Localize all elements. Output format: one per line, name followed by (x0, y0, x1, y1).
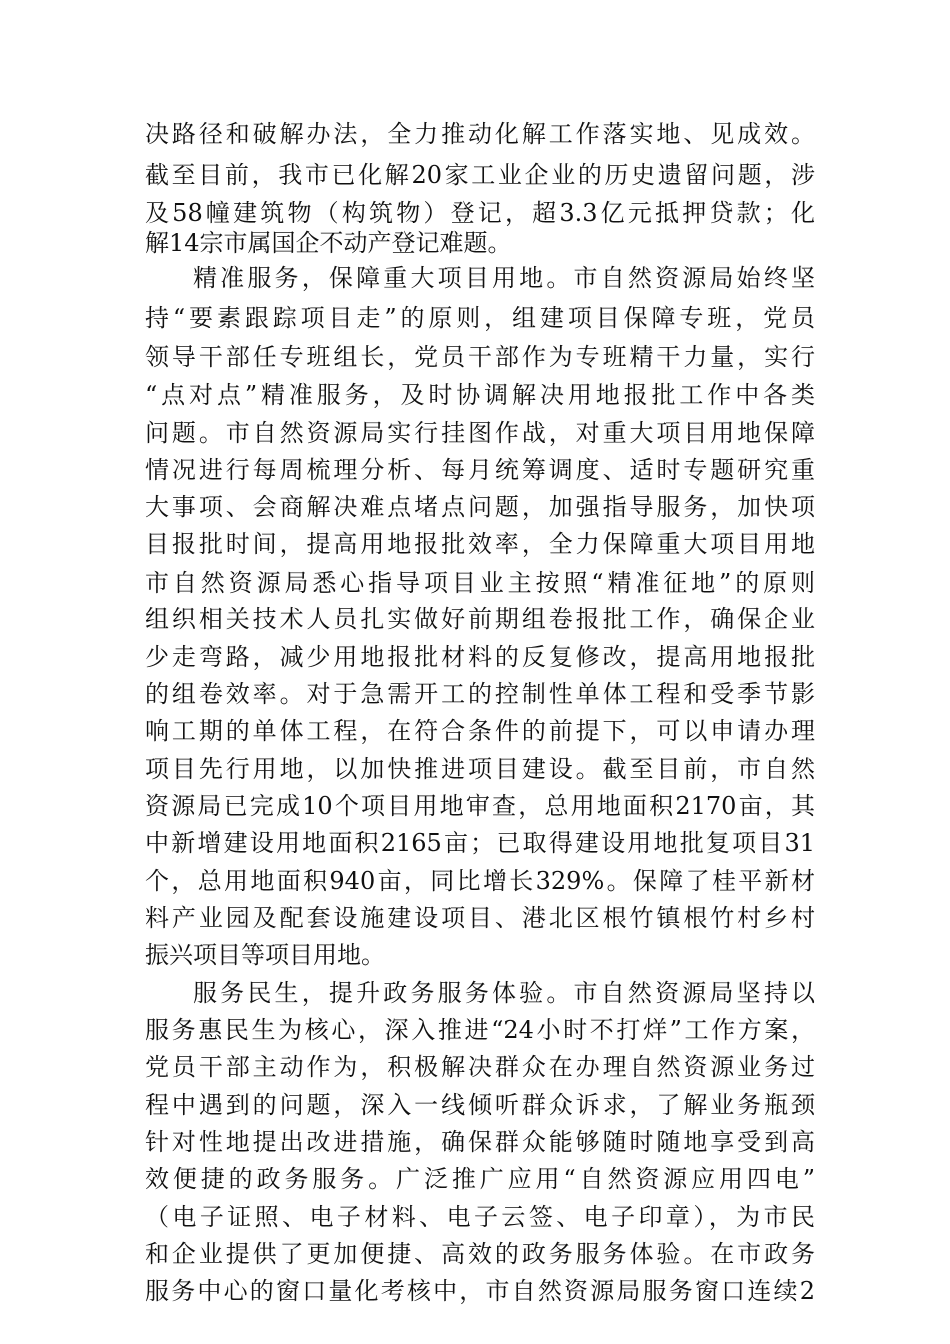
text-line: （电子证照、电子材料、电子云签、电子印章），为市民 (145, 1203, 815, 1231)
text-line: 项目先行用地，以加快推进项目建设。截至目前，市自然 (145, 755, 815, 783)
text-line: “点对点”精准服务，及时协调解决用地报批工作中各类 (145, 381, 815, 409)
text-line: 少走弯路，减少用地报批材料的反复修改，提高用地报批 (145, 643, 815, 671)
text-line: 资源局已完成10个项目用地审查，总用地面积2170亩，其 (145, 792, 815, 820)
text-line: 中新增建设用地面积2165亩；已取得建设用地批复项目31 (145, 829, 815, 857)
text-line: 料产业园及配套设施建设项目、港北区根竹镇根竹村乡村 (145, 904, 815, 932)
text-line: 问题。市自然资源局实行挂图作战，对重大项目用地保障 (145, 419, 815, 447)
text-line: 目报批时间，提高用地报批效率，全力保障重大项目用地 (145, 530, 815, 558)
text-line: 截至目前，我市已化解20家工业企业的历史遗留问题，涉 (145, 161, 815, 189)
text-line: 情况进行每周梳理分析、每月统筹调度、适时专题研究重 (145, 456, 815, 484)
text-line: 效便捷的政务服务。广泛推广应用“自然资源应用四电” (145, 1165, 815, 1193)
text-line: 服务中心的窗口量化考核中，市自然资源局服务窗口连续2 (145, 1277, 815, 1305)
text-line: 针对性地提出改进措施，确保群众能够随时随地享受到高 (145, 1128, 815, 1156)
text-line: 党员干部主动作为，积极解决群众在办理自然资源业务过 (145, 1053, 815, 1081)
text-line: 解14宗市属国企不动产登记难题。 (145, 229, 512, 257)
text-line: 决路径和破解办法，全力推动化解工作落实地、见成效。 (145, 120, 815, 148)
text-line: 领导干部任专班组长，党员干部作为专班精干力量，实行 (145, 343, 815, 371)
text-line: 个，总用地面积940亩，同比增长329%。保障了桂平新材 (145, 867, 815, 895)
text-line: 的组卷效率。对于急需开工的控制性单体工程和受季节影 (145, 680, 815, 708)
text-line: 响工期的单体工程，在符合条件的前提下，可以申请办理 (145, 717, 815, 745)
text-line: 和企业提供了更加便捷、高效的政务服务体验。在市政务 (145, 1240, 815, 1268)
text-line: 大事项、会商解决难点堵点问题，加强指导服务，加快项 (145, 493, 815, 521)
text-line: 组织相关技术人员扎实做好前期组卷报批工作，确保企业 (145, 605, 815, 633)
text-line: 振兴项目等项目用地。 (145, 941, 385, 969)
paragraph-start-line: 服务民生，提升政务服务体验。市自然资源局坚持以 (193, 979, 815, 1007)
text-line: 持“要素跟踪项目走”的原则，组建项目保障专班，党员 (145, 304, 815, 332)
text-line: 程中遇到的问题，深入一线倾听群众诉求，了解业务瓶颈 (145, 1091, 815, 1119)
paragraph-start-line: 精准服务，保障重大项目用地。市自然资源局始终坚 (193, 264, 815, 292)
text-line: 服务惠民生为核心，深入推进“24小时不打烊”工作方案， (145, 1016, 815, 1044)
text-line: 及58幢建筑物（构筑物）登记，超3.3亿元抵押贷款；化 (145, 199, 815, 227)
text-line: 市自然资源局悉心指导项目业主按照“精准征地”的原则 (145, 569, 815, 597)
